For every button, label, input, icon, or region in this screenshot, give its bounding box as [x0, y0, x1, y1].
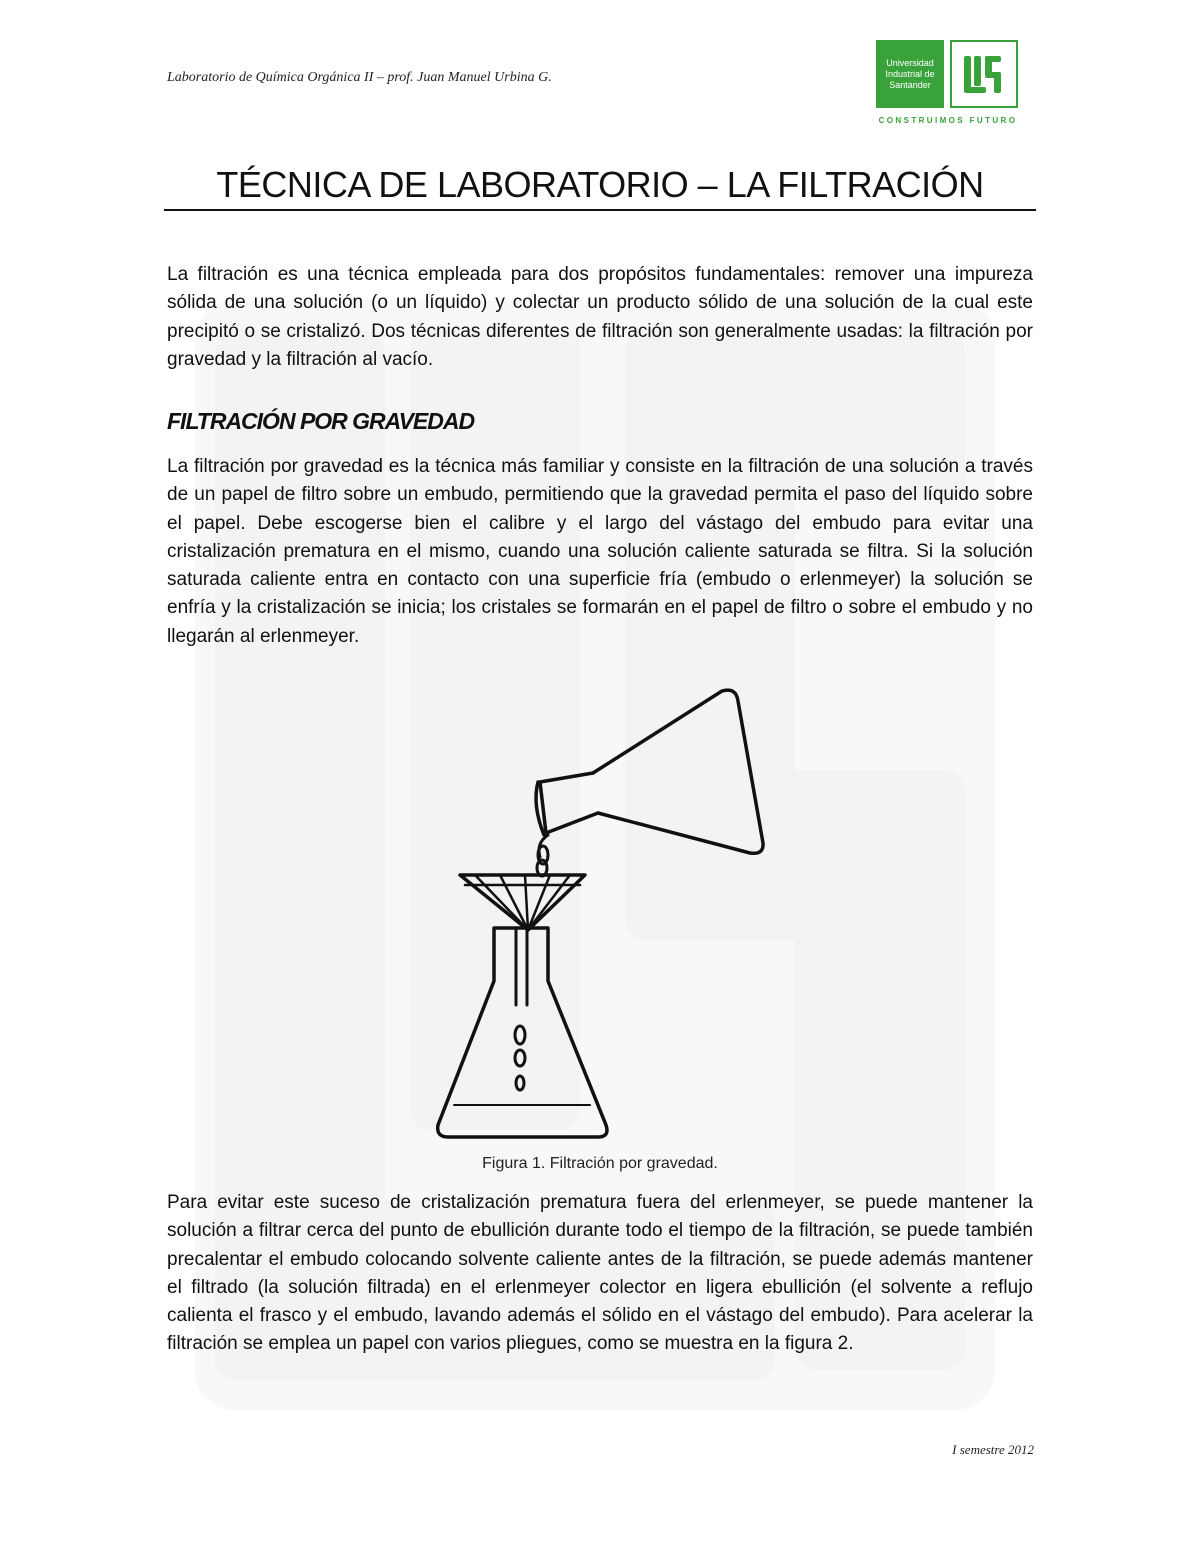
logo-institution-box: Universidad Industrial de Santander: [876, 40, 944, 108]
course-header: Laboratorio de Química Orgánica II – prof. Juan Manuel Urbina G.: [167, 70, 552, 85]
title-underline: [164, 209, 1036, 211]
pouring-flask-body: [593, 690, 763, 853]
semester-footer: I semestre 2012: [952, 1442, 1034, 1457]
section-heading: FILTRACIÓN POR GRAVEDAD: [167, 408, 475, 434]
pouring-flask-neck: [540, 773, 598, 833]
uis-monogram-icon: [952, 42, 1016, 106]
university-logo: [874, 40, 1022, 132]
gravity-filtration-figure: [430, 685, 810, 1145]
figure-caption: Figura 1. Filtración por gravedad.: [482, 1155, 718, 1172]
logo-monogram-box: [950, 40, 1018, 108]
intro-paragraph: La filtración es una técnica empleada para dos propósitos fundamentales: remover una impureza sólida de una solución (o un líquido) y colectar un producto sólido de una solución de la cual este precipitó o se cristalizó. Dos técnicas diferentes de filtración son generalmente usadas: la filtración por gravedad y la filtración al vacío.: [167, 264, 1033, 370]
logo-tagline: CONSTRUIMOS FUTURO: [878, 116, 1018, 125]
gravity-paragraph: La filtración por gravedad es la técnica más familiar y consiste en la filtración de una solución a través de un papel de filtro sobre un embudo, permitiendo que la gravedad permita el paso del líquido sobre el papel. Debe escogerse bien el calibre y el largo del vástago del embudo para evitar una cristalización prematura en el mismo, cuando una solución caliente saturada se filtra. Si la solución saturada caliente entra en contacto con una superficie fría (embudo o erlenmeyer) la solución se enfría y la cristalización se inicia; los cristales se formarán en el papel de filtro o sobre el embudo y no llegarán al erlenmeyer.: [167, 456, 1033, 647]
document-title: TÉCNICA DE LABORATORIO – LA FILTRACIÓN: [216, 164, 984, 205]
prevention-paragraph: Para evitar este suceso de cristalización prematura fuera del erlenmeyer, se puede mantener la solución a filtrar cerca del punto de ebullición durante todo el tiempo de la filtración, se puede también precalentar el embudo colocando solvente caliente antes de la filtración, se puede además mantener el filtrado (la solución filtrada) en el erlenmeyer colector en ligera ebullición (el solvente a reflujo calienta el frasco y el embudo, lavando además el sólido en el vástago del embudo). Para acelerar la filtración se emplea un papel con varios pliegues, como se muestra en la figura 2.: [167, 1192, 1033, 1355]
